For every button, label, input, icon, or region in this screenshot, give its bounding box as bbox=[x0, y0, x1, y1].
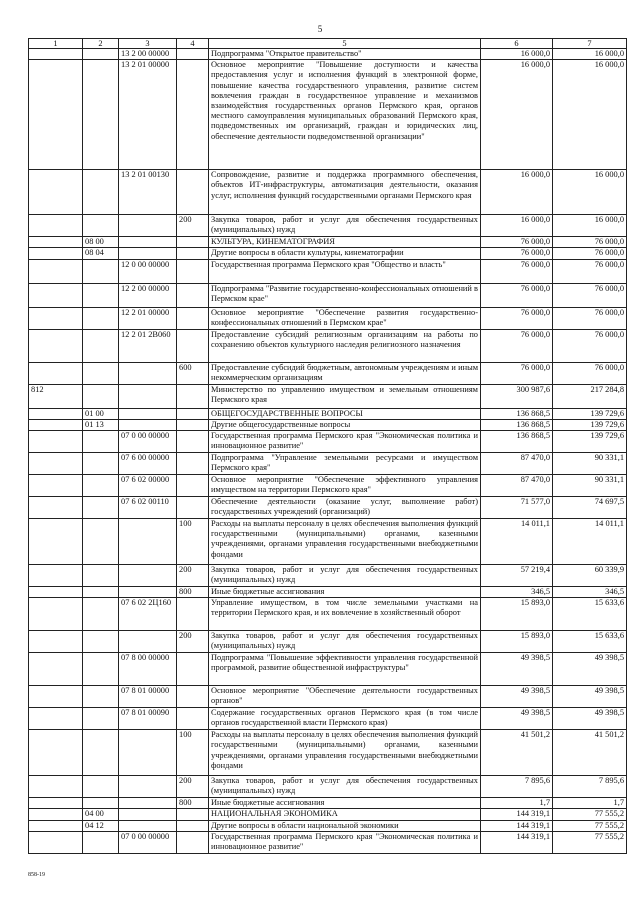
description-cell: Расходы на выплаты персоналу в целях обеспечения выполнения функций государственными (муниципальными) органами, казенными учреждениями, органами управления государственными внебюджетными фондами bbox=[209, 730, 481, 776]
admin-code-cell bbox=[29, 519, 83, 565]
expense-type-cell bbox=[177, 653, 209, 686]
amount-2021-cell: 139 729,6 bbox=[553, 419, 627, 430]
amount-2021-cell: 16 000,0 bbox=[553, 60, 627, 170]
description-cell: Министерство по управлению имуществом и земельным отношениям Пермского края bbox=[209, 384, 481, 408]
target-article-cell bbox=[119, 730, 177, 776]
amount-2021-cell: 49 398,5 bbox=[553, 708, 627, 730]
description-cell: Государственная программа Пермского края "Экономическая политика и инновационное развитие" bbox=[209, 831, 481, 853]
admin-code-cell bbox=[29, 419, 83, 430]
target-article-cell bbox=[119, 248, 177, 259]
description-cell: Основное мероприятие "Обеспечение деятельности государственных органов" bbox=[209, 686, 481, 708]
amount-2020-cell: 136 868,5 bbox=[481, 431, 553, 453]
amount-2021-cell: 76 000,0 bbox=[553, 362, 627, 384]
description-cell: Другие вопросы в области культуры, кинематографии bbox=[209, 248, 481, 259]
admin-code-cell bbox=[29, 686, 83, 708]
amount-2020-cell: 15 893,0 bbox=[481, 598, 553, 631]
section-code-cell bbox=[83, 519, 119, 565]
expense-type-cell: 200 bbox=[177, 776, 209, 798]
expense-type-cell bbox=[177, 431, 209, 453]
admin-code-cell bbox=[29, 475, 83, 497]
amount-2020-cell: 1,7 bbox=[481, 798, 553, 809]
description-cell: Подпрограмма "Повышение эффективности управления государственной программой, развитие общественной инфраструктуры" bbox=[209, 653, 481, 686]
admin-code-cell bbox=[29, 587, 83, 598]
target-article-cell: 12 2 00 00000 bbox=[119, 283, 177, 307]
section-code-cell bbox=[83, 362, 119, 384]
expense-type-cell bbox=[177, 408, 209, 419]
target-article-cell bbox=[119, 237, 177, 248]
section-code-cell bbox=[83, 170, 119, 215]
target-article-cell bbox=[119, 519, 177, 565]
amount-2021-cell: 76 000,0 bbox=[553, 248, 627, 259]
admin-code-cell bbox=[29, 237, 83, 248]
section-code-cell bbox=[83, 60, 119, 170]
amount-2020-cell: 14 011,1 bbox=[481, 519, 553, 565]
amount-2021-cell: 77 555,2 bbox=[553, 820, 627, 831]
expense-type-cell bbox=[177, 598, 209, 631]
section-code-cell bbox=[83, 798, 119, 809]
expense-type-cell bbox=[177, 475, 209, 497]
target-article-cell bbox=[119, 631, 177, 653]
header-col-5: 5 bbox=[209, 39, 481, 49]
table-row bbox=[29, 453, 627, 475]
amount-2020-cell: 49 398,5 bbox=[481, 708, 553, 730]
admin-code-cell bbox=[29, 49, 83, 60]
section-code-cell: 01 00 bbox=[83, 408, 119, 419]
target-article-cell: 07 0 00 00000 bbox=[119, 831, 177, 853]
target-article-cell: 12 2 01 2В060 bbox=[119, 329, 177, 362]
budget-table bbox=[28, 38, 627, 854]
expense-type-cell bbox=[177, 283, 209, 307]
description-cell: КУЛЬТУРА, КИНЕМАТОГРАФИЯ bbox=[209, 237, 481, 248]
target-article-cell: 12 0 00 00000 bbox=[119, 259, 177, 283]
target-article-cell bbox=[119, 215, 177, 237]
description-cell: Управление имуществом, в том числе земельными участками на территории Пермского края, и их вовлечение в хозяйственный оборот bbox=[209, 598, 481, 631]
expense-type-cell bbox=[177, 259, 209, 283]
section-code-cell bbox=[83, 283, 119, 307]
section-code-cell bbox=[83, 708, 119, 730]
table-row bbox=[29, 809, 627, 820]
table-row bbox=[29, 831, 627, 853]
admin-code-cell bbox=[29, 248, 83, 259]
table-body bbox=[29, 49, 627, 854]
admin-code-cell bbox=[29, 565, 83, 587]
header-col-4: 4 bbox=[177, 39, 209, 49]
amount-2020-cell: 144 319,1 bbox=[481, 831, 553, 853]
admin-code-cell bbox=[29, 820, 83, 831]
amount-2020-cell: 144 319,1 bbox=[481, 809, 553, 820]
table-row bbox=[29, 248, 627, 259]
table-row bbox=[29, 362, 627, 384]
section-code-cell bbox=[83, 259, 119, 283]
table-row bbox=[29, 686, 627, 708]
description-cell: Обеспечение деятельности (оказание услуг, выполнение работ) государственных учреждений (организаций) bbox=[209, 497, 481, 519]
amount-2020-cell: 7 895,6 bbox=[481, 776, 553, 798]
page-number: 5 bbox=[317, 24, 323, 34]
amount-2020-cell: 16 000,0 bbox=[481, 170, 553, 215]
table-row bbox=[29, 170, 627, 215]
amount-2021-cell: 15 633,6 bbox=[553, 598, 627, 631]
amount-2020-cell: 76 000,0 bbox=[481, 362, 553, 384]
expense-type-cell bbox=[177, 307, 209, 329]
target-article-cell bbox=[119, 820, 177, 831]
table-row bbox=[29, 431, 627, 453]
description-cell: Основное мероприятие "Обеспечение эффективного управления имуществом на территории Пермского края" bbox=[209, 475, 481, 497]
table-row bbox=[29, 60, 627, 170]
target-article-cell: 07 8 01 00000 bbox=[119, 686, 177, 708]
table-row bbox=[29, 631, 627, 653]
description-cell: Основное мероприятие "Повышение доступности и качества предоставления услуг и исполнения функций в электронной форме, повышение качества государственного управления, развитие систем вовлечения граждан в государственное управление и механизмов взаимодействия государственных органов Пермского края, органов местного самоуправления муниципальных образований Пермского края, подведомственных им организаций, граждан и юридических лиц, обеспечение деятельности подведомственной организации" bbox=[209, 60, 481, 170]
target-article-cell bbox=[119, 587, 177, 598]
amount-2020-cell: 57 219,4 bbox=[481, 565, 553, 587]
expense-type-cell: 200 bbox=[177, 215, 209, 237]
amount-2021-cell: 217 284,8 bbox=[553, 384, 627, 408]
description-cell: Содержание государственных органов Пермского края (в том числе органов государственной власти Пермского края) bbox=[209, 708, 481, 730]
description-cell: Подпрограмма "Развитие государственно-конфессиональных отношений в Пермском крае" bbox=[209, 283, 481, 307]
expense-type-cell bbox=[177, 497, 209, 519]
amount-2021-cell: 77 555,2 bbox=[553, 831, 627, 853]
amount-2020-cell: 76 000,0 bbox=[481, 329, 553, 362]
table-row bbox=[29, 565, 627, 587]
description-cell: Закупка товаров, работ и услуг для обеспечения государственных (муниципальных) нужд bbox=[209, 631, 481, 653]
target-article-cell: 07 6 02 2Ц160 bbox=[119, 598, 177, 631]
description-cell: Закупка товаров, работ и услуг для обеспечения государственных (муниципальных) нужд bbox=[209, 565, 481, 587]
description-cell: Закупка товаров, работ и услуг для обеспечения государственных (муниципальных) нужд bbox=[209, 215, 481, 237]
table-row bbox=[29, 587, 627, 598]
table-row bbox=[29, 730, 627, 776]
table-row bbox=[29, 820, 627, 831]
amount-2021-cell: 76 000,0 bbox=[553, 283, 627, 307]
amount-2021-cell: 76 000,0 bbox=[553, 259, 627, 283]
amount-2021-cell: 16 000,0 bbox=[553, 215, 627, 237]
amount-2021-cell: 60 339,9 bbox=[553, 565, 627, 587]
admin-code-cell bbox=[29, 431, 83, 453]
admin-code-cell bbox=[29, 215, 83, 237]
amount-2021-cell: 15 633,6 bbox=[553, 631, 627, 653]
admin-code-cell bbox=[29, 708, 83, 730]
section-code-cell bbox=[83, 49, 119, 60]
amount-2020-cell: 87 470,0 bbox=[481, 453, 553, 475]
admin-code-cell: 812 bbox=[29, 384, 83, 408]
admin-code-cell bbox=[29, 497, 83, 519]
amount-2021-cell: 41 501,2 bbox=[553, 730, 627, 776]
expense-type-cell bbox=[177, 820, 209, 831]
section-code-cell bbox=[83, 631, 119, 653]
section-code-cell bbox=[83, 565, 119, 587]
admin-code-cell bbox=[29, 453, 83, 475]
header-col-6: 6 bbox=[481, 39, 553, 49]
section-code-cell bbox=[83, 453, 119, 475]
section-code-cell: 04 12 bbox=[83, 820, 119, 831]
table-row bbox=[29, 497, 627, 519]
expense-type-cell: 200 bbox=[177, 631, 209, 653]
target-article-cell: 13 2 00 00000 bbox=[119, 49, 177, 60]
amount-2020-cell: 76 000,0 bbox=[481, 259, 553, 283]
section-code-cell bbox=[83, 730, 119, 776]
amount-2020-cell: 76 000,0 bbox=[481, 307, 553, 329]
admin-code-cell bbox=[29, 362, 83, 384]
target-article-cell bbox=[119, 384, 177, 408]
target-article-cell bbox=[119, 362, 177, 384]
description-cell: Основное мероприятие "Обеспечение развития государственно-конфессиональных отношений в Пермском крае" bbox=[209, 307, 481, 329]
amount-2021-cell: 76 000,0 bbox=[553, 307, 627, 329]
header-col-7: 7 bbox=[553, 39, 627, 49]
section-code-cell bbox=[83, 215, 119, 237]
target-article-cell bbox=[119, 565, 177, 587]
amount-2021-cell: 74 697,5 bbox=[553, 497, 627, 519]
admin-code-cell bbox=[29, 329, 83, 362]
amount-2021-cell: 139 729,6 bbox=[553, 408, 627, 419]
description-cell: Другие вопросы в области национальной экономики bbox=[209, 820, 481, 831]
admin-code-cell bbox=[29, 730, 83, 776]
target-article-cell: 07 6 02 00000 bbox=[119, 475, 177, 497]
target-article-cell bbox=[119, 776, 177, 798]
amount-2020-cell: 136 868,5 bbox=[481, 419, 553, 430]
amount-2020-cell: 49 398,5 bbox=[481, 686, 553, 708]
table-row bbox=[29, 307, 627, 329]
expense-type-cell bbox=[177, 60, 209, 170]
expense-type-cell bbox=[177, 170, 209, 215]
description-cell: Иные бюджетные ассигнования bbox=[209, 587, 481, 598]
amount-2020-cell: 144 319,1 bbox=[481, 820, 553, 831]
section-code-cell bbox=[83, 653, 119, 686]
admin-code-cell bbox=[29, 283, 83, 307]
target-article-cell: 12 2 01 00000 bbox=[119, 307, 177, 329]
admin-code-cell bbox=[29, 307, 83, 329]
description-cell: Сопровождение, развитие и поддержка программного обеспечения, объектов ИТ-инфраструктуры, автоматизация деятельности, оказания услуг, исполнения функций государственными органами Пермского края bbox=[209, 170, 481, 215]
section-code-cell bbox=[83, 329, 119, 362]
admin-code-cell bbox=[29, 598, 83, 631]
expense-type-cell: 800 bbox=[177, 798, 209, 809]
amount-2021-cell: 139 729,6 bbox=[553, 431, 627, 453]
footer-code: 858-19 bbox=[28, 872, 45, 878]
target-article-cell bbox=[119, 408, 177, 419]
expense-type-cell bbox=[177, 384, 209, 408]
description-cell: Другие общегосударственные вопросы bbox=[209, 419, 481, 430]
section-code-cell: 01 13 bbox=[83, 419, 119, 430]
table-row bbox=[29, 708, 627, 730]
target-article-cell: 07 6 02 00110 bbox=[119, 497, 177, 519]
expense-type-cell bbox=[177, 686, 209, 708]
admin-code-cell bbox=[29, 798, 83, 809]
header-col-3: 3 bbox=[119, 39, 177, 49]
expense-type-cell bbox=[177, 49, 209, 60]
section-code-cell bbox=[83, 686, 119, 708]
expense-type-cell bbox=[177, 248, 209, 259]
expense-type-cell bbox=[177, 708, 209, 730]
table-row bbox=[29, 283, 627, 307]
amount-2020-cell: 76 000,0 bbox=[481, 248, 553, 259]
admin-code-cell bbox=[29, 60, 83, 170]
amount-2020-cell: 76 000,0 bbox=[481, 237, 553, 248]
expense-type-cell: 100 bbox=[177, 730, 209, 776]
amount-2020-cell: 15 893,0 bbox=[481, 631, 553, 653]
expense-type-cell bbox=[177, 329, 209, 362]
target-article-cell: 07 8 00 00000 bbox=[119, 653, 177, 686]
description-cell: Закупка товаров, работ и услуг для обеспечения государственных (муниципальных) нужд bbox=[209, 776, 481, 798]
admin-code-cell bbox=[29, 170, 83, 215]
section-code-cell bbox=[83, 776, 119, 798]
amount-2020-cell: 346,5 bbox=[481, 587, 553, 598]
section-code-cell bbox=[83, 497, 119, 519]
admin-code-cell bbox=[29, 776, 83, 798]
target-article-cell bbox=[119, 809, 177, 820]
amount-2021-cell: 7 895,6 bbox=[553, 776, 627, 798]
section-code-cell bbox=[83, 587, 119, 598]
section-code-cell: 08 04 bbox=[83, 248, 119, 259]
expense-type-cell bbox=[177, 237, 209, 248]
amount-2021-cell: 16 000,0 bbox=[553, 170, 627, 215]
amount-2021-cell: 346,5 bbox=[553, 587, 627, 598]
description-cell: Иные бюджетные ассигнования bbox=[209, 798, 481, 809]
table-row bbox=[29, 237, 627, 248]
table-row bbox=[29, 408, 627, 419]
header-col-1: 1 bbox=[29, 39, 83, 49]
amount-2020-cell: 136 868,5 bbox=[481, 408, 553, 419]
table-row bbox=[29, 259, 627, 283]
amount-2021-cell: 77 555,2 bbox=[553, 809, 627, 820]
table-row bbox=[29, 798, 627, 809]
amount-2020-cell: 87 470,0 bbox=[481, 475, 553, 497]
table-row bbox=[29, 49, 627, 60]
section-code-cell bbox=[83, 431, 119, 453]
admin-code-cell bbox=[29, 653, 83, 686]
admin-code-cell bbox=[29, 631, 83, 653]
target-article-cell: 13 2 01 00130 bbox=[119, 170, 177, 215]
table-header-row bbox=[29, 39, 627, 49]
admin-code-cell bbox=[29, 831, 83, 853]
amount-2021-cell: 49 398,5 bbox=[553, 653, 627, 686]
table-row bbox=[29, 519, 627, 565]
amount-2021-cell: 1,7 bbox=[553, 798, 627, 809]
table-row bbox=[29, 475, 627, 497]
table-row bbox=[29, 384, 627, 408]
description-cell: Предоставление субсидий бюджетным, автономным учреждениям и иным некоммерческим организациям bbox=[209, 362, 481, 384]
section-code-cell bbox=[83, 831, 119, 853]
amount-2021-cell: 14 011,1 bbox=[553, 519, 627, 565]
section-code-cell bbox=[83, 598, 119, 631]
table-row bbox=[29, 776, 627, 798]
amount-2020-cell: 71 577,0 bbox=[481, 497, 553, 519]
table-row bbox=[29, 598, 627, 631]
description-cell: НАЦИОНАЛЬНАЯ ЭКОНОМИКА bbox=[209, 809, 481, 820]
expense-type-cell: 100 bbox=[177, 519, 209, 565]
description-cell: Подпрограмма "Управление земельными ресурсами и имуществом Пермского края" bbox=[209, 453, 481, 475]
admin-code-cell bbox=[29, 408, 83, 419]
amount-2021-cell: 76 000,0 bbox=[553, 329, 627, 362]
expense-type-cell: 200 bbox=[177, 565, 209, 587]
amount-2021-cell: 49 398,5 bbox=[553, 686, 627, 708]
amount-2020-cell: 16 000,0 bbox=[481, 215, 553, 237]
amount-2020-cell: 16 000,0 bbox=[481, 49, 553, 60]
description-cell: Подпрограмма "Открытое правительство" bbox=[209, 49, 481, 60]
description-cell: Расходы на выплаты персоналу в целях обеспечения выполнения функций государственными (муниципальными) органами, казенными учреждениями, органами управления государственными внебюджетными фондами bbox=[209, 519, 481, 565]
target-article-cell: 07 0 00 00000 bbox=[119, 431, 177, 453]
table-row bbox=[29, 215, 627, 237]
amount-2020-cell: 49 398,5 bbox=[481, 653, 553, 686]
expense-type-cell bbox=[177, 419, 209, 430]
description-cell: Государственная программа Пермского края "Экономическая политика и инновационное развитие" bbox=[209, 431, 481, 453]
admin-code-cell bbox=[29, 259, 83, 283]
expense-type-cell: 600 bbox=[177, 362, 209, 384]
table-row bbox=[29, 419, 627, 430]
amount-2020-cell: 16 000,0 bbox=[481, 60, 553, 170]
target-article-cell bbox=[119, 798, 177, 809]
section-code-cell bbox=[83, 307, 119, 329]
target-article-cell bbox=[119, 419, 177, 430]
description-cell: ОБЩЕГОСУДАРСТВЕННЫЕ ВОПРОСЫ bbox=[209, 408, 481, 419]
expense-type-cell bbox=[177, 453, 209, 475]
table-row bbox=[29, 653, 627, 686]
expense-type-cell bbox=[177, 809, 209, 820]
section-code-cell bbox=[83, 384, 119, 408]
header-col-2: 2 bbox=[83, 39, 119, 49]
amount-2020-cell: 76 000,0 bbox=[481, 283, 553, 307]
amount-2020-cell: 41 501,2 bbox=[481, 730, 553, 776]
amount-2021-cell: 16 000,0 bbox=[553, 49, 627, 60]
section-code-cell: 08 00 bbox=[83, 237, 119, 248]
target-article-cell: 07 8 01 00090 bbox=[119, 708, 177, 730]
target-article-cell: 07 6 00 00000 bbox=[119, 453, 177, 475]
expense-type-cell bbox=[177, 831, 209, 853]
amount-2021-cell: 90 331,1 bbox=[553, 475, 627, 497]
description-cell: Предоставление субсидий религиозным организациям на работы по сохранению объектов культурного наследия религиозного назначения bbox=[209, 329, 481, 362]
description-cell: Государственная программа Пермского края "Общество и власть" bbox=[209, 259, 481, 283]
amount-2021-cell: 76 000,0 bbox=[553, 237, 627, 248]
expense-type-cell: 800 bbox=[177, 587, 209, 598]
section-code-cell: 04 00 bbox=[83, 809, 119, 820]
admin-code-cell bbox=[29, 809, 83, 820]
section-code-cell bbox=[83, 475, 119, 497]
amount-2021-cell: 90 331,1 bbox=[553, 453, 627, 475]
amount-2020-cell: 300 987,6 bbox=[481, 384, 553, 408]
target-article-cell: 13 2 01 00000 bbox=[119, 60, 177, 170]
table-row bbox=[29, 329, 627, 362]
